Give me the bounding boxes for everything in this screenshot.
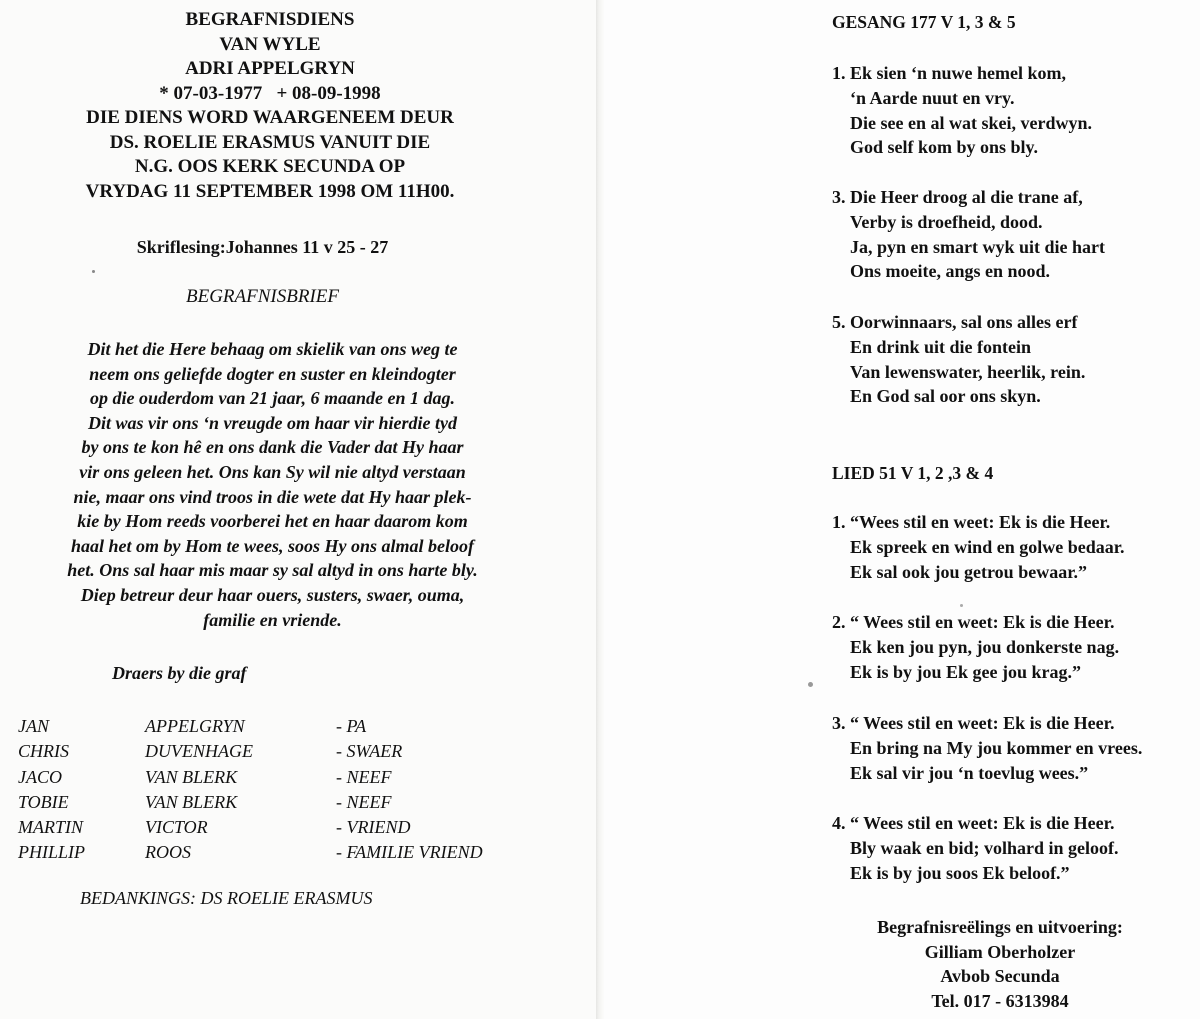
verse-line: 4. “ Wees stil en weet: Ek is die Heer. bbox=[832, 813, 1115, 833]
bearer-relation: - NEEF bbox=[336, 766, 392, 787]
verse-line: Ja, pyn en smart wyk uit die hart bbox=[850, 236, 1106, 257]
bearer-relation: - VRIEND bbox=[336, 817, 411, 838]
arrangements-line: Gilliam Oberholzer bbox=[924, 941, 1076, 962]
verse-line: Ek is by jou soos Ek beloof.” bbox=[850, 862, 1070, 883]
letter-line: het. Ons sal haar mis maar sy sal altyd in ons harte bly. bbox=[67, 560, 478, 581]
header-line: N.G. OOS KERK SECUNDA OP bbox=[134, 156, 406, 177]
verse-line: 3. Die Heer droog al die trane af, bbox=[832, 187, 1083, 207]
scan-speck bbox=[960, 604, 963, 607]
verse-line: 2. “ Wees stil en weet: Ek is die Heer. bbox=[832, 612, 1115, 632]
verse-line: 3. “ Wees stil en weet: Ek is die Heer. bbox=[832, 713, 1115, 733]
verse-line: Ek is by jou Ek gee jou krag.” bbox=[850, 661, 1082, 682]
verse-line: Ons moeite, angs en nood. bbox=[850, 261, 1051, 282]
verse-line: Verby is droefheid, dood. bbox=[850, 211, 1043, 232]
bearer-relation: - PA bbox=[336, 716, 367, 736]
verse-line: En drink uit die fontein bbox=[850, 336, 1032, 357]
header-line: DIE DIENS WORD WAARGENEEM DEUR bbox=[86, 107, 454, 128]
letter-line: Diep betreur deur haar ouers, susters, swaer, ouma, bbox=[80, 584, 465, 605]
bearer-relation: - SWAER bbox=[336, 741, 403, 762]
bearer-last-name: VICTOR bbox=[145, 817, 208, 838]
scan-speck bbox=[808, 682, 813, 687]
thanks-line: BEDANKINGS: DS ROELIE ERASMUS bbox=[80, 888, 373, 908]
hymn2-verse bbox=[832, 711, 1142, 785]
letter-line: Dit was vir ons ‘n vreugde om haar vir hierdie tyd bbox=[87, 412, 457, 433]
arrangements-line: Begrafnisreëlings en uitvoering: bbox=[877, 917, 1123, 937]
bearer-first-name: CHRIS bbox=[18, 741, 69, 762]
verse-line: Ek sal ook jou getrou bewaar.” bbox=[850, 561, 1088, 582]
letter-line: neem ons geliefde dogter en suster en kleindogter bbox=[89, 363, 456, 384]
verse-line: Ek spreek en wind en golwe bedaar. bbox=[850, 536, 1125, 557]
bearer-relation: - FAMILIE VRIEND bbox=[336, 842, 483, 863]
hymn2-title: LIED 51 V 1, 2 ,3 & 4 bbox=[832, 463, 994, 483]
letter-line: Dit het die Here behaag om skielik van ons weg te bbox=[87, 339, 458, 359]
verse-line: 5. Oorwinnaars, sal ons alles erf bbox=[832, 312, 1078, 332]
hymn1-verse bbox=[832, 61, 1092, 160]
verse-line: Van lewenswater, heerlik, rein. bbox=[850, 361, 1086, 382]
letter-title: BEGRAFNISBRIEF bbox=[185, 286, 339, 307]
bearer-last-name: ROOS bbox=[145, 842, 191, 863]
service-header bbox=[0, 8, 540, 204]
letter-line: haal het om by Hom te wees, soos Hy ons almal beloof bbox=[71, 535, 474, 556]
header-line: DS. ROELIE ERASMUS VANUIT DIE bbox=[109, 131, 431, 153]
hymn1-title: GESANG 177 V 1, 3 & 5 bbox=[832, 12, 1016, 32]
header-line: ADRI APPELGRYN bbox=[185, 58, 355, 79]
letter-line: op die ouderdom van 21 jaar, 6 maande en 1 dag. bbox=[89, 388, 455, 409]
hymn1-verse bbox=[832, 310, 1085, 409]
header-line: VAN WYLE bbox=[219, 33, 321, 55]
bearers-title: Draers by die graf bbox=[112, 663, 247, 683]
funeral-arrangements bbox=[840, 915, 1160, 1013]
bearer-first-name: TOBIE bbox=[18, 791, 69, 812]
letter-line: kie by Hom reeds voorberei het en haar daarom kom bbox=[77, 511, 468, 532]
bearer-first-name: PHILLIP bbox=[18, 842, 85, 863]
bearer-last-name: APPELGRYN bbox=[145, 716, 245, 736]
verse-line: En God sal oor ons skyn. bbox=[850, 386, 1041, 407]
header-line: VRYDAG 11 SEPTEMBER 1998 OM 11H00. bbox=[85, 180, 455, 202]
verse-line: Die see en al wat skei, verdwyn. bbox=[850, 112, 1092, 133]
bearer-last-name: DUVENHAGE bbox=[145, 741, 253, 762]
header-line: * 07-03-1977 + 08-09-1998 bbox=[159, 82, 381, 104]
verse-line: 1. “Wees stil en weet: Ek is die Heer. bbox=[832, 512, 1111, 532]
hymn2-verse bbox=[832, 510, 1125, 584]
verse-line: Bly waak en bid; volhard in geloof. bbox=[850, 837, 1119, 858]
hymn2-verse bbox=[832, 610, 1119, 684]
hymn1-verse bbox=[832, 185, 1105, 284]
bearer-relation: - NEEF bbox=[336, 791, 392, 812]
arrangements-line: Tel. 017 - 6313984 bbox=[931, 990, 1069, 1011]
letter-line: by ons te kon hê en ons dank die Vader dat Hy haar bbox=[81, 437, 464, 458]
hymn2-verse bbox=[832, 811, 1119, 885]
verse-line: Ek ken jou pyn, jou donkerste nag. bbox=[850, 636, 1120, 657]
letter-line: vir ons geleen het. Ons kan Sy wil nie altyd verstaan bbox=[79, 461, 466, 482]
arrangements-line: Avbob Secunda bbox=[940, 966, 1060, 987]
letter-body bbox=[0, 337, 545, 632]
letter-line: nie, maar ons vind troos in die wete dat Hy haar plek- bbox=[73, 486, 472, 507]
verse-line: 1. Ek sien ‘n nuwe hemel kom, bbox=[832, 63, 1067, 83]
bearer-last-name: VAN BLERK bbox=[145, 791, 238, 812]
bearer-first-name: MARTIN bbox=[18, 817, 83, 838]
bearer-last-name: VAN BLERK bbox=[145, 766, 238, 787]
bearer-first-name: JACO bbox=[18, 766, 62, 787]
header-line: BEGRAFNISDIENS bbox=[185, 9, 355, 30]
letter-line: familie en vriende. bbox=[203, 609, 342, 630]
scan-speck bbox=[92, 270, 95, 273]
bearer-first-name: JAN bbox=[18, 716, 49, 736]
verse-line: Ek sal vir jou ‘n toevlug wees.” bbox=[850, 762, 1089, 783]
verse-line: God self kom by ons bly. bbox=[850, 137, 1039, 158]
page-fold bbox=[596, 0, 604, 1019]
scripture-reading: Skriflesing:Johannes 11 v 25 - 27 bbox=[136, 237, 389, 257]
verse-line: ‘n Aarde nuut en vry. bbox=[850, 87, 1015, 108]
verse-line: En bring na My jou kommer en vrees. bbox=[850, 737, 1143, 758]
